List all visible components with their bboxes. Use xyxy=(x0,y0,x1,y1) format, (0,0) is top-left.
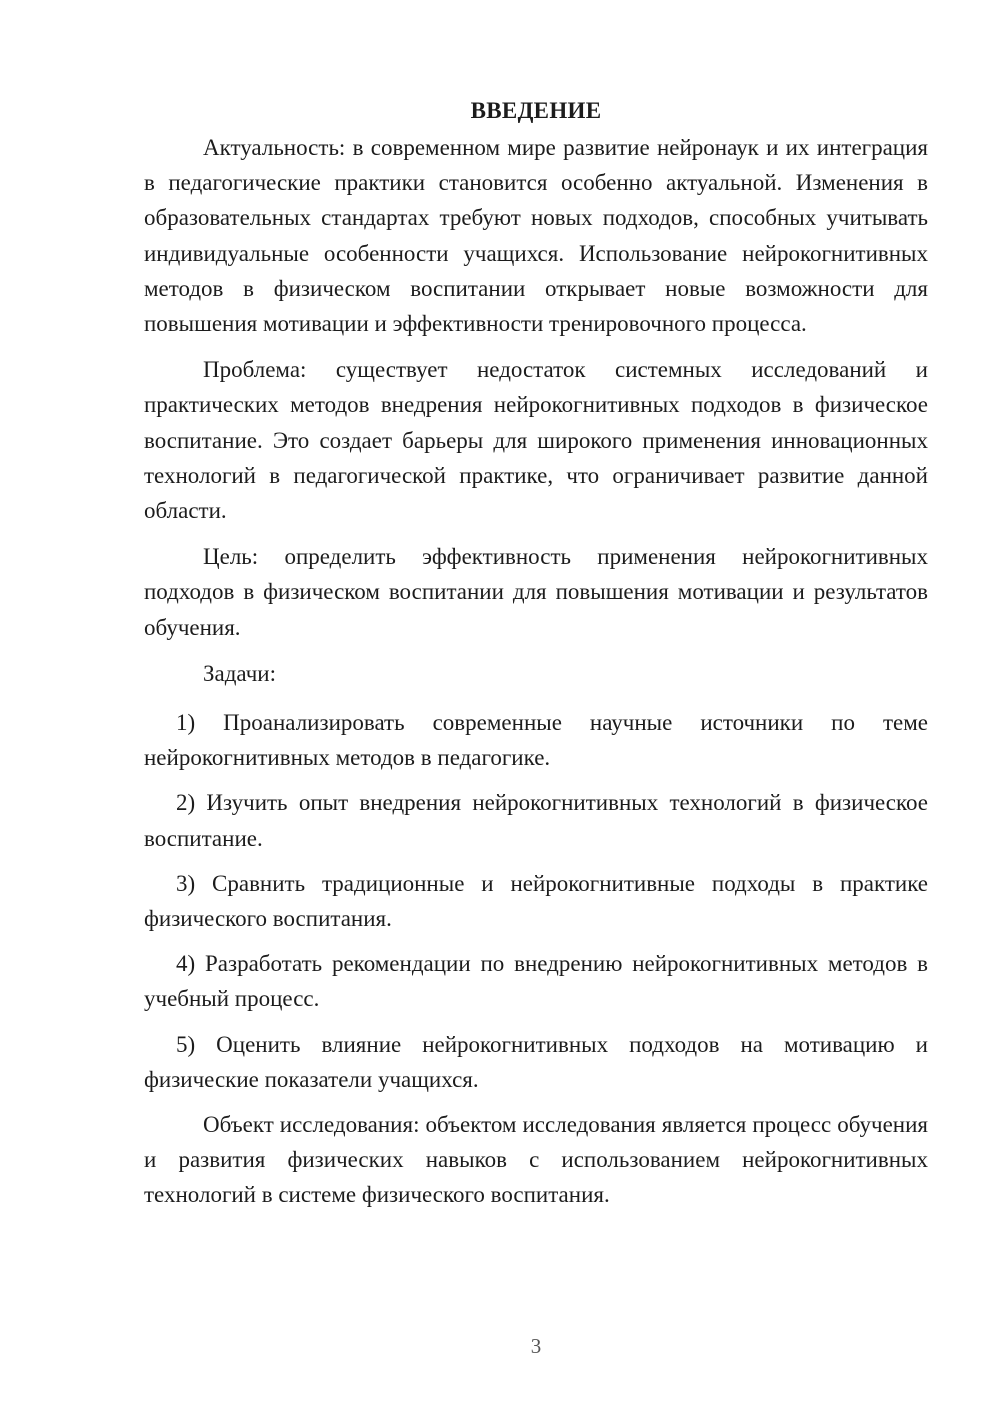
section-heading: ВВЕДЕНИЕ xyxy=(470,98,602,123)
goal-paragraph: Цель: определить эффективность применения нейрокогнитивных подходов в физическом воспитании для повышения мотивации и результатов обучения. xyxy=(144,544,928,640)
problem-paragraph: Проблема: существует недостаток системных исследований и практических методов внедрения нейрокогнитивных подходов в физическое воспитание. Это создает барьеры для широкого применения инновационных технологий в педагогической практике, что ограничивает развитие данной области. xyxy=(144,357,928,524)
task-item: 4) Разработать рекомендации по внедрению нейрокогнитивных методов в учебный процесс. xyxy=(144,951,928,1012)
tasks-list xyxy=(144,705,928,1097)
page-number: 3 xyxy=(530,1334,542,1358)
tasks-label: Задачи: xyxy=(203,660,276,686)
task-item: 5) Оценить влияние нейрокогнитивных подходов на мотивацию и физические показатели учащихся. xyxy=(144,1031,928,1092)
relevance-paragraph: Актуальность: в современном мире развитие нейронаук и их интеграция в педагогические практики становится особенно актуальной. Изменения в образовательных стандартах требуют новых подходов, способных учитывать индивидуальные особенности учащихся. Использование нейрокогнитивных методов в физическом воспитании открывает новые возможности для повышения мотивации и эффективности тренировочного процесса. xyxy=(144,135,928,337)
task-item: 1) Проанализировать современные научные источники по теме нейрокогнитивных методов в педагогике. xyxy=(144,710,928,771)
task-item: 2) Изучить опыт внедрения нейрокогнитивных технологий в физическое воспитание. xyxy=(144,790,928,851)
task-item: 3) Сравнить традиционные и нейрокогнитивные подходы в практике физического воспитания. xyxy=(144,870,928,932)
document-body xyxy=(144,96,928,1224)
object-paragraph: Объект исследования: объектом исследования является процесс обучения и развития физических навыков с использованием нейрокогнитивных технологий в системе физического воспитания. xyxy=(144,1112,928,1208)
